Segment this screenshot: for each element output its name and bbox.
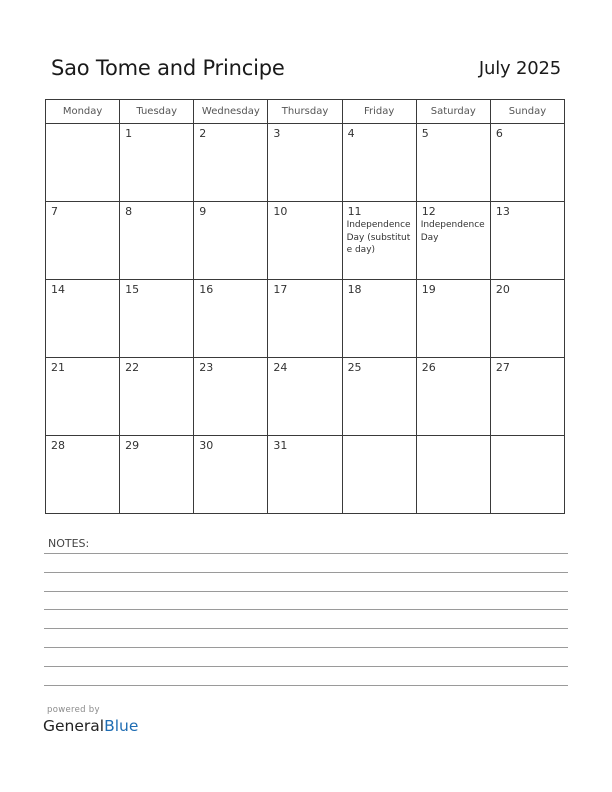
day-number: 18 <box>347 283 362 296</box>
day-cell <box>268 202 342 280</box>
day-cell <box>268 436 342 514</box>
brand-name-general: General <box>43 717 105 735</box>
day-number: 30 <box>199 439 214 452</box>
note-line <box>44 609 568 610</box>
day-number: 27 <box>495 361 510 374</box>
notes-label: NOTES: <box>48 537 90 550</box>
day-cell <box>342 280 416 358</box>
day-number: 20 <box>495 283 510 296</box>
day-number: 15 <box>125 283 140 296</box>
day-number: 8 <box>125 205 133 218</box>
day-cell <box>342 202 416 280</box>
weekday-header: Tuesday <box>120 100 194 124</box>
weekday-header-row <box>46 100 565 124</box>
week-row <box>46 436 565 514</box>
day-cell <box>416 280 490 358</box>
day-cell <box>416 124 490 202</box>
note-line <box>44 628 568 629</box>
day-cell <box>268 280 342 358</box>
day-number: 29 <box>125 439 140 452</box>
day-cell <box>120 280 194 358</box>
day-cell <box>268 358 342 436</box>
weekday-header: Sunday <box>490 100 564 124</box>
day-number: 4 <box>347 127 355 140</box>
note-line <box>44 666 568 667</box>
day-number: 5 <box>421 127 429 140</box>
week-row <box>46 280 565 358</box>
weekday-header: Monday <box>46 100 120 124</box>
day-number: 6 <box>495 127 503 140</box>
day-cell <box>342 436 416 514</box>
day-number: 19 <box>421 283 436 296</box>
day-number: 25 <box>347 361 362 374</box>
day-number: 23 <box>199 361 214 374</box>
day-number: 1 <box>125 127 133 140</box>
day-number: 11 <box>347 205 362 218</box>
month-year: July 2025 <box>478 58 561 79</box>
day-cell <box>194 124 268 202</box>
day-cell <box>120 436 194 514</box>
day-number: 14 <box>51 283 65 296</box>
day-cell <box>490 280 564 358</box>
day-cell <box>342 358 416 436</box>
day-cell <box>120 124 194 202</box>
holiday-label: Independence Day (substitute day) <box>346 220 411 255</box>
day-number: 3 <box>273 127 281 140</box>
day-cell <box>194 280 268 358</box>
day-cell <box>46 280 120 358</box>
weekday-header: Thursday <box>268 100 342 124</box>
page-title: Sao Tome and Principe <box>51 56 285 80</box>
day-number: 9 <box>199 205 207 218</box>
day-number: 7 <box>51 205 58 218</box>
day-cell <box>194 358 268 436</box>
note-line <box>44 647 568 648</box>
day-cell <box>194 436 268 514</box>
weekday-header: Friday <box>342 100 416 124</box>
day-cell <box>416 358 490 436</box>
calendar-grid <box>45 99 565 514</box>
day-number: 26 <box>421 361 436 374</box>
day-cell <box>342 124 416 202</box>
day-cell <box>490 358 564 436</box>
holiday-label: Independence Day <box>420 220 485 243</box>
week-row <box>46 202 565 280</box>
brand-logo <box>43 717 138 735</box>
day-cell <box>268 124 342 202</box>
weekday-header: Wednesday <box>194 100 268 124</box>
day-number: 10 <box>273 205 288 218</box>
day-number: 28 <box>51 439 65 452</box>
day-cell <box>46 124 120 202</box>
day-number: 21 <box>51 361 65 374</box>
note-line <box>44 553 568 554</box>
day-number: 12 <box>421 205 436 218</box>
day-cell <box>490 124 564 202</box>
brand-name-blue: Blue <box>104 717 139 735</box>
powered-by-text: powered by <box>47 705 100 715</box>
note-line <box>44 685 568 686</box>
day-cell <box>120 202 194 280</box>
day-number: 17 <box>273 283 288 296</box>
day-number: 2 <box>199 127 207 140</box>
day-cell <box>416 202 490 280</box>
day-number: 24 <box>273 361 288 374</box>
day-cell <box>490 436 564 514</box>
day-cell <box>46 202 120 280</box>
day-number: 31 <box>273 439 288 452</box>
day-number: 13 <box>495 205 510 218</box>
note-line <box>44 591 568 592</box>
day-cell <box>120 358 194 436</box>
day-cell <box>490 202 564 280</box>
day-cell <box>46 358 120 436</box>
week-row <box>46 124 565 202</box>
day-number: 16 <box>199 283 214 296</box>
day-cell <box>416 436 490 514</box>
day-number: 22 <box>125 361 140 374</box>
day-cell <box>194 202 268 280</box>
week-row <box>46 358 565 436</box>
day-cell <box>46 436 120 514</box>
weekday-header: Saturday <box>416 100 490 124</box>
note-line <box>44 572 568 573</box>
